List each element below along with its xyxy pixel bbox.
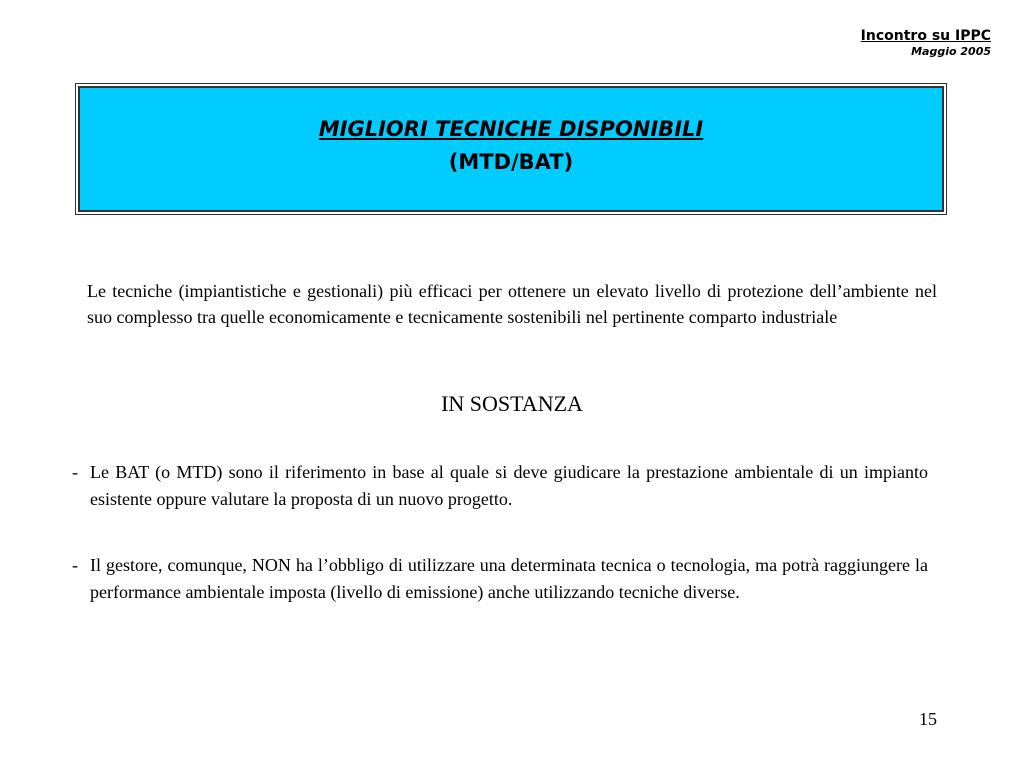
definition-paragraph: Le tecniche (impiantistiche e gestionali) più efficaci per ottenere un elevato livello di protezione dell’ambiente nel suo complesso tra quelle economicamente e tecnicamente sostenibili nel pertinente comparto industriale bbox=[87, 281, 937, 327]
page-number: 15 bbox=[919, 709, 937, 729]
title-box-fill bbox=[78, 86, 944, 212]
header-date: Maggio 2005 bbox=[911, 45, 991, 58]
slide-subtitle: (MTD/BAT) bbox=[448, 150, 574, 174]
bullet-marker: - bbox=[72, 462, 78, 482]
slide-title: MIGLIORI TECNICHE DISPONIBILI bbox=[318, 117, 704, 141]
bullet-item bbox=[72, 459, 928, 513]
slide-header bbox=[861, 27, 991, 59]
bullet-text: Il gestore, comunque, NON ha l’obbligo di utilizzare una determinata tecnica o tecnologia, ma potrà raggiungere la performance ambientale imposta (livello di emissione) anche utilizzando tecniche diverse. bbox=[90, 555, 928, 602]
section-heading: IN SOSTANZA bbox=[441, 391, 583, 416]
bullet-item bbox=[72, 552, 928, 606]
bullet-text: Le BAT (o MTD) sono il riferimento in base al quale si deve giudicare la prestazione ambientale di un impianto esistente oppure valutare la proposta di un nuovo progetto. bbox=[90, 462, 928, 509]
header-title: Incontro su IPPC bbox=[860, 28, 991, 44]
bullet-marker: - bbox=[72, 555, 78, 575]
title-box bbox=[75, 83, 947, 215]
